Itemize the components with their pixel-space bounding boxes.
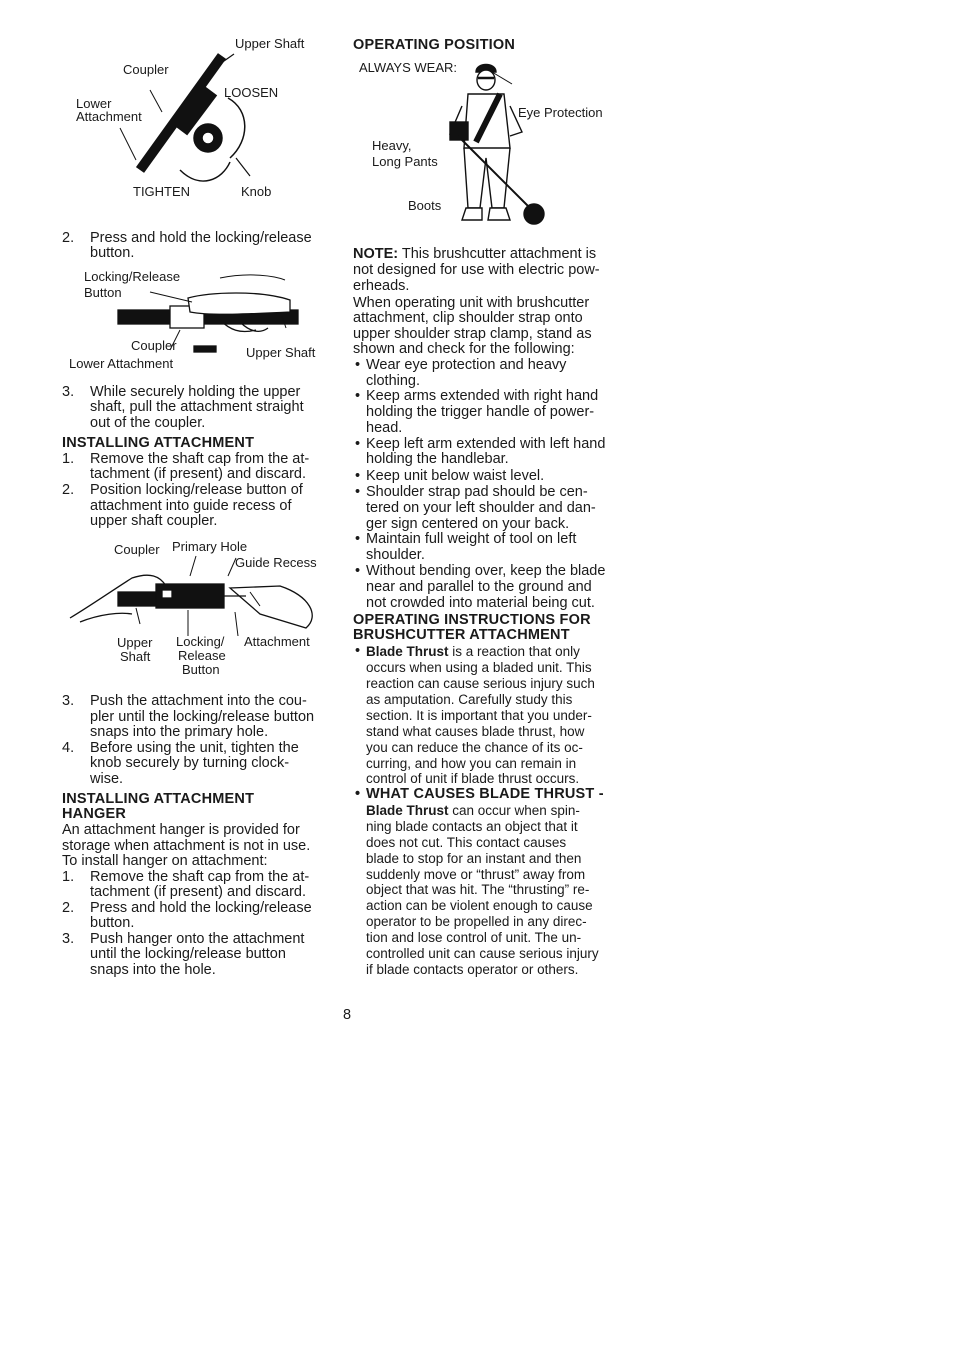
paragraph-line: storage when attachment is not in use. [62, 838, 311, 854]
bullet-dot: • [355, 468, 361, 484]
paragraph-line: if blade contacts operator or others. [366, 962, 579, 977]
step-number: 1. [62, 451, 75, 467]
step-text: out of the coupler. [90, 415, 206, 431]
section-heading: OPERATING POSITION [353, 37, 516, 53]
fig2-lower-attachment-label: Lower Attachment [69, 356, 174, 371]
fig2-coupler-label: Coupler [131, 338, 177, 353]
paragraph-line: upper shoulder strap clamp, stand as [353, 326, 592, 342]
fig3-coupler-label: Coupler [114, 542, 160, 557]
fig2-button-label: Button [84, 285, 122, 300]
paragraph-line: object that was hit. The “thrusting” re- [366, 882, 590, 897]
paragraph-line: operator to be propelled in any direc- [366, 914, 587, 929]
operator-illustration [440, 58, 560, 238]
step-number: 3. [62, 693, 75, 709]
paragraph-line: tion and lose control of unit. The un- [366, 930, 582, 945]
long-pants-label: Long Pants [372, 154, 438, 169]
bullet-dot: • [355, 563, 361, 579]
step-text: tachment (if present) and discard. [90, 466, 306, 482]
step-text: knob securely by turning clock- [90, 755, 290, 771]
what-causes-label: Blade Thrust [366, 803, 449, 818]
paragraph-line: curring, and how you can remain in [366, 756, 577, 771]
fig1-upper-shaft-label: Upper Shaft [235, 36, 305, 51]
paragraph-line: does not cut. This contact causes [366, 835, 567, 850]
what-causes-text: can occur when spin- [448, 803, 580, 818]
bullet-dot: • [355, 357, 361, 373]
note-line: not designed for use with electric pow- [353, 262, 600, 278]
step-text: until the locking/release button [90, 946, 286, 962]
fig3-upper-label: Upper [117, 635, 153, 650]
step-text: attachment into guide recess of [90, 498, 292, 514]
fig3-attachment-label: Attachment [244, 634, 310, 649]
section-heading: INSTALLING ATTACHMENT [62, 435, 255, 451]
page-number: 8 [343, 1007, 352, 1023]
bullet-text: ger sign centered on your back. [366, 516, 570, 532]
bullet-dot: • [355, 388, 361, 404]
bullet-text: Keep left arm extended with left hand [366, 436, 606, 452]
section-heading: BRUSHCUTTER ATTACHMENT [353, 627, 570, 643]
fig2-upper-shaft-label: Upper Shaft [246, 345, 316, 360]
bullet-text: not crowded into material being cut. [366, 595, 595, 611]
bullet-text: near and parallel to the ground and [366, 579, 592, 595]
fig3-guide-recess-label: Guide Recess [235, 555, 317, 570]
note-line: erheads. [353, 278, 410, 294]
paragraph-line: shown and check for the following: [353, 341, 575, 357]
step-text: Press and hold the locking/release [90, 900, 312, 916]
paragraph-line: When operating unit with brushcutter [353, 295, 590, 311]
bullet-dot: • [355, 484, 361, 500]
blade-thrust-label: Blade Thrust [366, 644, 449, 659]
paragraph-line: ning blade contacts an object that it [366, 819, 578, 834]
heavy-label: Heavy, [372, 138, 412, 153]
step-text: snaps into the hole. [90, 962, 216, 978]
paragraph-line: section. It is important that you under- [366, 708, 592, 723]
bullet-text: Without bending over, keep the blade [366, 563, 606, 579]
step-text: button. [90, 245, 135, 261]
blade-thrust-line [366, 644, 580, 660]
always-wear-label: ALWAYS WEAR: [359, 60, 457, 75]
bullet-text: Wear eye protection and heavy [366, 357, 567, 373]
note-label: NOTE: [353, 246, 399, 262]
bullet-text: head. [366, 420, 403, 436]
paragraph-line: you can reduce the chance of its oc- [366, 740, 583, 755]
bullet-text: tered on your left shoulder and dan- [366, 500, 596, 516]
paragraph-line: as amputation. Carefully study this [366, 692, 573, 707]
step-text: Position locking/release button of [90, 482, 303, 498]
paragraph-line: action can be violent enough to cause [366, 898, 593, 913]
section-heading: INSTALLING ATTACHMENT [62, 791, 255, 807]
fig1-coupler-label: Coupler [123, 62, 169, 77]
bullet-dot: • [355, 786, 361, 802]
step-number: 4. [62, 740, 75, 756]
step-number: 1. [62, 869, 75, 885]
step-text: Push the attachment into the cou- [90, 693, 307, 709]
bullet-text: Maintain full weight of tool on left [366, 531, 577, 547]
step-number: 3. [62, 384, 75, 400]
note-text: This brushcutter attachment is [398, 246, 597, 262]
fig3-locking-label: Locking/ [176, 634, 225, 649]
eye-protection-label: Eye Protection [518, 105, 603, 120]
fig1-tighten-label: TIGHTEN [133, 184, 191, 199]
section-heading: HANGER [62, 806, 127, 822]
bullet-text: holding the handlebar. [366, 451, 509, 467]
step-number: 3. [62, 931, 75, 947]
fig2-locking-release-label: Locking/Release [84, 269, 181, 284]
note-line [353, 247, 596, 263]
blade-thrust-text: is a reaction that only [448, 644, 580, 659]
fig1-loosen-label: LOOSEN [224, 85, 279, 100]
bullet-text: Keep unit below waist level. [366, 468, 545, 484]
step-text: Remove the shaft cap from the at- [90, 451, 310, 467]
fig3-shaft-label: Shaft [120, 649, 151, 664]
step-text: button. [90, 915, 135, 931]
boots-label: Boots [408, 198, 442, 213]
step-number: 2. [62, 230, 75, 246]
step-text: upper shaft coupler. [90, 513, 218, 529]
fig1-lower-label: Lower [76, 96, 112, 111]
paragraph-line: suddenly move or “thrust” away from [366, 867, 586, 882]
bullet-text: Keep arms extended with right hand [366, 388, 599, 404]
step-text: Press and hold the locking/release [90, 230, 312, 246]
what-causes-line [366, 803, 580, 819]
step-text: Before using the unit, tighten the [90, 740, 299, 756]
bullet-text: Shoulder strap pad should be cen- [366, 484, 588, 500]
paragraph-line: attachment, clip shoulder strap onto [353, 310, 583, 326]
step-text: Push hanger onto the attachment [90, 931, 305, 947]
what-causes-heading: WHAT CAUSES BLADE THRUST - [366, 786, 604, 802]
bullet-dot: • [355, 531, 361, 547]
paragraph-line: controlled unit can cause serious injury [366, 946, 599, 961]
paragraph-line: control of unit if blade thrust occurs. [366, 771, 580, 786]
fig3-primary-hole-label: Primary Hole [172, 539, 248, 554]
paragraph-line: stand what causes blade thrust, how [366, 724, 585, 739]
paragraph-line: blade to stop for an instant and then [366, 851, 582, 866]
bullet-dot: • [355, 643, 361, 659]
bullet-dot: • [355, 436, 361, 452]
bullet-text: clothing. [366, 373, 421, 389]
fig3-button-label: Button [182, 662, 220, 677]
paragraph-line: occurs when using a bladed unit. This [366, 660, 592, 675]
paragraph-line: An attachment hanger is provided for [62, 822, 300, 838]
step-number: 2. [62, 482, 75, 498]
step-text: Remove the shaft cap from the at- [90, 869, 310, 885]
fig3-release-label: Release [178, 648, 226, 663]
step-text: shaft, pull the attachment straight [90, 399, 304, 415]
fig1-attachment-label: Attachment [76, 109, 142, 124]
section-heading: OPERATING INSTRUCTIONS FOR [353, 612, 591, 628]
paragraph-line: reaction can cause serious injury such [366, 676, 595, 691]
step-number: 2. [62, 900, 75, 916]
step-text: tachment (if present) and discard. [90, 884, 306, 900]
bullet-text: holding the trigger handle of power- [366, 404, 595, 420]
step-text: pler until the locking/release button [90, 709, 315, 725]
fig1-knob-label: Knob [241, 184, 272, 199]
bullet-text: shoulder. [366, 547, 425, 563]
step-text: wise. [90, 771, 124, 787]
step-text: While securely holding the upper [90, 384, 301, 400]
paragraph-line: To install hanger on attachment: [62, 853, 268, 869]
step-text: snaps into the primary hole. [90, 724, 269, 740]
